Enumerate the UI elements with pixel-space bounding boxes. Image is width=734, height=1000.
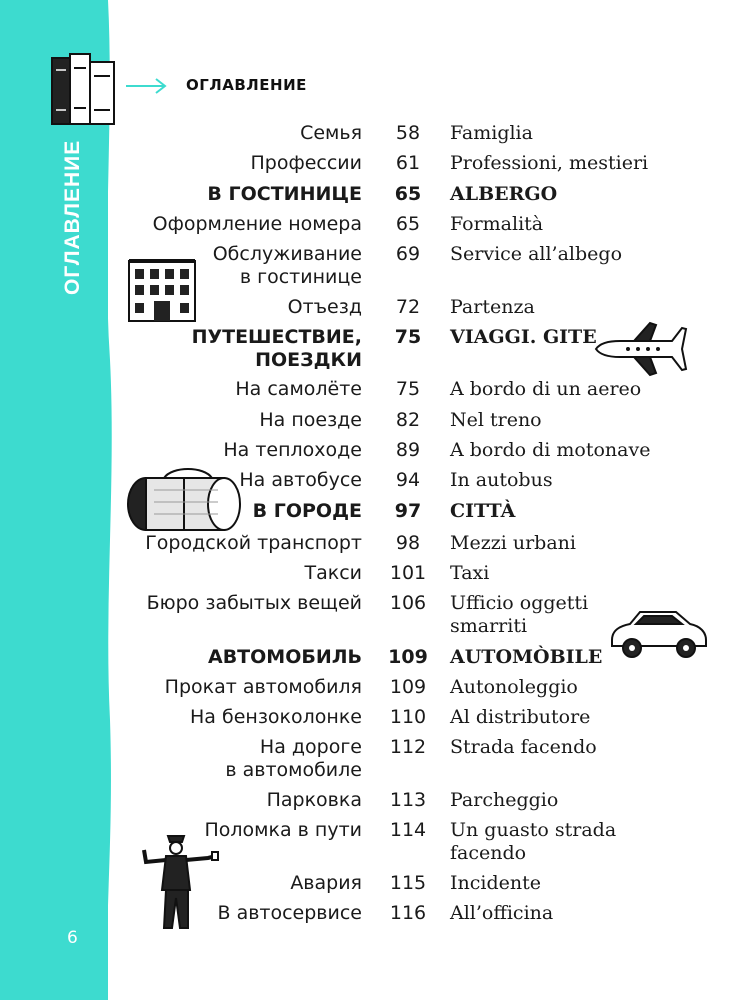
- toc-ru-label: В автосервисе: [217, 902, 362, 924]
- toc-it-label: VIAGGI. GITE: [450, 326, 597, 348]
- toc-page-number: 61: [395, 152, 421, 174]
- page-number: 6: [67, 928, 78, 948]
- toc-ru-label: Авария: [290, 872, 362, 894]
- toc-it-label: Partenza: [450, 296, 535, 318]
- toc-ru-label: На самолёте: [235, 378, 362, 400]
- travel-bag-icon: [124, 468, 244, 534]
- toc-ru-label: Бюро забытых вещей: [146, 592, 362, 614]
- toc-page-number: 72: [395, 296, 421, 318]
- toc-page-number: 58: [395, 122, 421, 144]
- vertical-section-title: ОГЛАВЛЕНИЕ: [61, 139, 84, 295]
- toc-ru-label: На теплоходе: [223, 439, 362, 461]
- toc-ru-label: АВТОМОБИЛЬ: [207, 646, 362, 668]
- toc-page-number: 114: [389, 819, 427, 841]
- arrow-right-icon: [124, 76, 168, 96]
- toc-page-number: 113: [389, 789, 427, 811]
- toc-ru-label: Оформление номера: [152, 213, 362, 235]
- toc-it-label: Famiglia: [450, 122, 533, 144]
- toc-ru-label: На бензоколонке: [190, 706, 362, 728]
- traffic-police-icon: [136, 828, 220, 932]
- toc-it-label: A bordo di un aereo: [450, 378, 642, 400]
- toc-it-label: AUTOMÒBILE: [450, 646, 603, 668]
- toc-it-label: ALBERGO: [450, 183, 558, 205]
- toc-page-number: 98: [395, 532, 421, 554]
- toc-heading: ОГЛАВЛЕНИЕ: [186, 76, 307, 94]
- toc-it-label: Nel treno: [450, 409, 542, 431]
- toc-it-label: In autobus: [450, 469, 553, 491]
- toc-page-number: 101: [389, 562, 427, 584]
- toc-page-number: 115: [389, 872, 427, 894]
- toc-it-label: Professioni, mestieri: [450, 152, 649, 174]
- toc-page-number: 116: [389, 902, 427, 924]
- toc-it-label: Taxi: [450, 562, 490, 584]
- toc-ru-label: Поломка в пути: [204, 819, 362, 841]
- toc-ru-label: На автобусе: [239, 469, 362, 491]
- toc-it-label: Service all’albego: [450, 243, 623, 265]
- toc-page-number: 109: [389, 676, 427, 698]
- toc-ru-label: В ГОРОДЕ: [252, 500, 362, 522]
- toc-ru-label: Семья: [300, 122, 362, 144]
- toc-ru-label: Такси: [304, 562, 362, 584]
- toc-page-number: 65: [395, 213, 421, 235]
- toc-page-number: 109: [388, 646, 428, 668]
- toc-page-number: 65: [394, 183, 422, 205]
- toc-page-number: 112: [389, 736, 427, 758]
- toc-ru-label: Прокат автомобиля: [164, 676, 362, 698]
- toc-ru-label: Отъезд: [287, 296, 362, 318]
- toc-it-label: Ufficio oggetti smarriti: [450, 592, 589, 637]
- toc-ru-label: Парковка: [266, 789, 362, 811]
- toc-it-label: Un guasto strada facendo: [450, 819, 617, 864]
- toc-page-number: 75: [394, 326, 422, 348]
- books-icon: [48, 48, 120, 128]
- toc-page-number: 94: [395, 469, 421, 491]
- toc-ru-label: На дороге в автомобиле: [225, 736, 362, 781]
- toc-it-label: Autonoleggio: [450, 676, 578, 698]
- hotel-building-icon: [126, 255, 198, 325]
- airplane-icon: [592, 320, 688, 378]
- toc-ru-label: В ГОСТИНИЦЕ: [207, 183, 362, 205]
- car-icon: [606, 606, 710, 662]
- toc-ru-label: На поезде: [259, 409, 362, 431]
- toc-it-label: Strada facendo: [450, 736, 597, 758]
- toc-it-label: A bordo di motonave: [450, 439, 651, 461]
- toc-page-number: 89: [395, 439, 421, 461]
- toc-ru-label: Обслуживание в гостинице: [212, 243, 362, 288]
- toc-page-number: 110: [389, 706, 427, 728]
- toc-it-label: All’officina: [450, 902, 554, 924]
- toc-page-number: 97: [394, 500, 422, 522]
- toc-it-label: Mezzi urbani: [450, 532, 576, 554]
- toc-it-label: CITTÀ: [450, 500, 516, 522]
- toc-page-number: 69: [395, 243, 421, 265]
- toc-ru-label: Городской транспорт: [145, 532, 362, 554]
- toc-it-label: Parcheggio: [450, 789, 559, 811]
- toc-it-label: Formalità: [450, 213, 544, 235]
- toc-it-label: Al distributore: [450, 706, 591, 728]
- toc-it-label: Incidente: [450, 872, 541, 894]
- toc-page-number: 106: [389, 592, 427, 614]
- toc-ru-label: ПУТЕШЕСТВИЕ, ПОЕЗДКИ: [191, 326, 362, 371]
- toc-page-number: 75: [395, 378, 421, 400]
- toc-page-number: 82: [395, 409, 421, 431]
- toc-ru-label: Профессии: [250, 152, 362, 174]
